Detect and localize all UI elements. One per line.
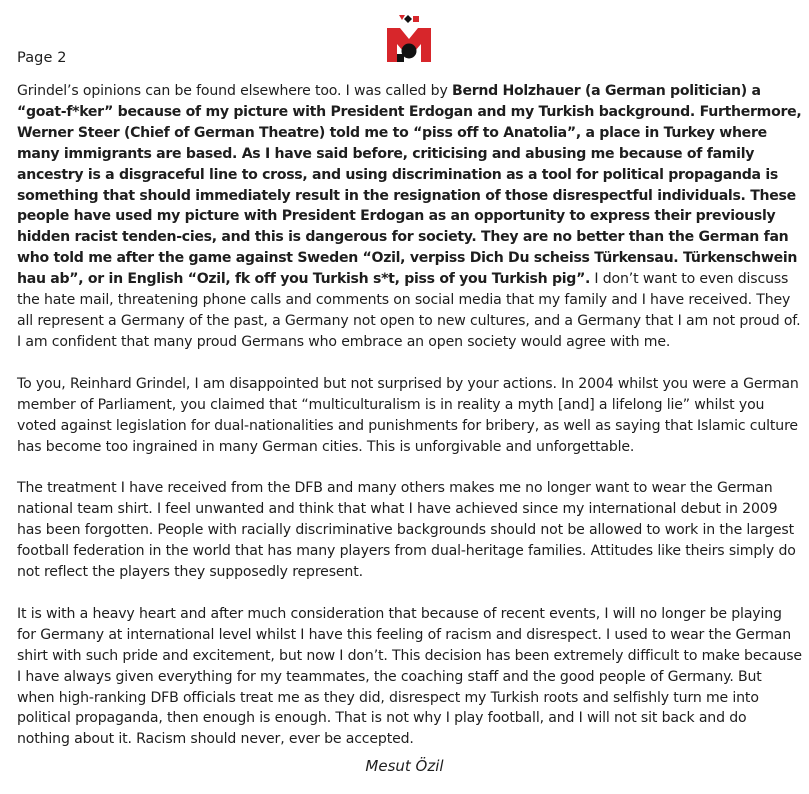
paragraph-4: It is with a heavy heart and after much consideration that because of recent events, I will no longer be playing for Germany at international level whilst I have this feeling of racism and disrespect. I used to wear the German shirt with such pride and excitement, but now I don’t. This decision has been extremely difficult to make because I have always given everything for my teammates, the coaching staff and the good people of Germany. But when high-ranking DFB officials treat me as they did, disrespect my Turkish roots and selfishly turn me into political propaganda, then enough is enough. That is not why I play football, and I will not sit back and do nothing about it. Racism should never, ever be accepted.: [17, 605, 802, 748]
logo-diamond: [404, 15, 412, 23]
signature: Mesut Özil: [365, 757, 444, 775]
paragraph-2: To you, Reinhard Grindel, I am disappointed but not surprised by your actions. In 2004 whilst you were a German member of Parliament, you claimed that “multiculturalism is in reality a myth [and] a lifelong lie” whilst you voted against legislation for dual-nationalities and punishments for bribery, as well as saying that Islamic culture has become too ingrained in many German cities. This is unforgivable and unforgettable.: [17, 375, 799, 455]
page-number: Page 2: [17, 50, 67, 66]
paragraph-1-rest: I don’t want to even discuss the hate mail, threatening phone calls and comments on social media that my family and I have received. They all represent a Germany of the past, a Germany not open to new cultures, and a Germany that I am not proud of. I am confident that many proud Germans who embrace an open society would agree with me.: [17, 271, 801, 350]
paragraph-1-intro: Grindel’s opinions can be found elsewhere too. I was called by: [17, 83, 452, 99]
paragraph-1: [17, 81, 803, 353]
logo-bar: [397, 54, 404, 62]
mesut-ozil-logo-icon: [385, 14, 433, 64]
logo-square: [413, 16, 419, 22]
paragraph-1-bold: Bernd Holzhauer (a German politician) a “goat-f*ker” because of my picture with President Erdogan and my Turkish background. Furthermore, Werner Steer (Chief of German Theatre) told me to “piss off to Anatolia”, a place in Turkey where many immigrants are based. As I have said before, criticising and abusing me because of family ancestry is a disgraceful line to cross, and using discrimination as a tool for political propaganda is something that should immediately result in the resignation of those disrespectful individuals. These people have used my picture with President Erdogan as an opportunity to express their previously hidden racist tenden-cies, and this is dangerous for society. They are no better than the German fan who told me after the game against Sweden “Ozil, verpiss Dich Du scheiss Türkensau. Türkenschwein hau ab”, or in English “Ozil, fk off you Turkish s*t, piss of you Turkish pig”.: [17, 83, 802, 288]
letter-body: [17, 81, 803, 771]
paragraph-3: The treatment I have received from the DFB and many others makes me no longer want to wear the German national team shirt. I feel unwanted and think that what I have achieved since my international debut in 2009 has been forgotten. People with racially discriminative backgrounds should not be allowed to work in the largest football federation in the world that has many players from dual-heritage families. Attitudes like theirs simply do not reflect the players they supposedly represent.: [17, 480, 796, 581]
logo-triangle: [399, 15, 405, 20]
